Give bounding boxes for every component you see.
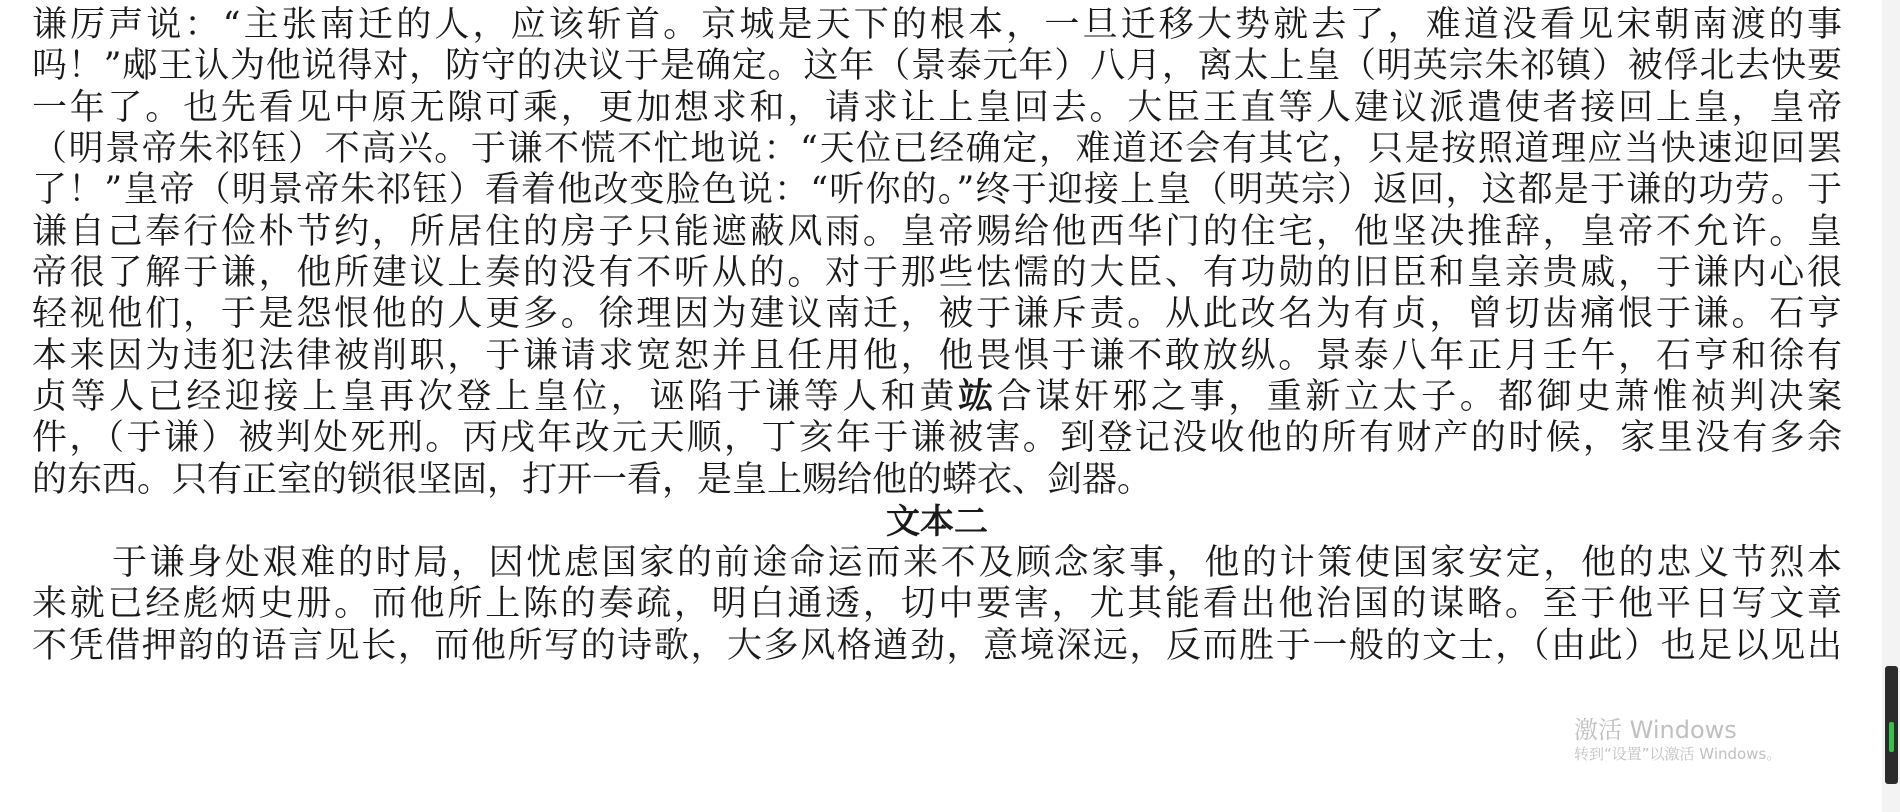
text1-line-12: 的东西。只有正室的锁很坚固，打开一看，是皇上赐给他的蟒衣、剑器。 xyxy=(32,460,1153,500)
text1-line-4: （明景帝朱祁钰）不高兴。于谦不慌不忙地说：“天位已经确定，难道还会有其它，只是按照道理应当快速迎回罢 xyxy=(32,129,1842,169)
text1-line-8: 轻视他们，于是怨恨他的人更多。徐理因为建议南迁，被于谦斥责。从此改名为有贞，曾切齿痛恨于谦。石亨 xyxy=(32,294,1842,334)
text1-line-10-part1: 贞等人已经迎接上皇再次登上皇位，诬陷于谦等人和黄 xyxy=(32,377,959,417)
text1-line-3: 一年了。也先看见中原无隙可乘，更加想求和，请求让上皇回去。大臣王直等人建议派遣使者接回上皇，皇帝 xyxy=(32,88,1842,128)
text1-line-9: 本来因为违犯法律被削职，于谦请求宽恕并且任用他，他畏惧于谦不敢放纵。景泰八年正月壬午，石亨和徐有 xyxy=(32,336,1842,376)
watermark-title: 激活 Windows xyxy=(1574,716,1737,744)
text1-line-11: 件，（于谦）被判处死刑。丙戌年改元天顺，丁亥年于谦被害。到登记没收他的所有财产的时候，家里没有多余 xyxy=(32,418,1842,458)
text1-line-2: 吗！”郕王认为他说得对，防守的决议于是确定。这年（景泰元年）八月，离太上皇（明英宗朱祁镇）被俘北去快要 xyxy=(32,46,1842,86)
text1-line-5: 了！”皇帝（明景帝朱祁钰）看着他改变脸色说：“听你的。”终于迎接上皇（明英宗）返回，这都是于谦的功劳。于 xyxy=(32,170,1842,210)
text1-line-10-bold-char: 竑 xyxy=(958,376,997,417)
text1-line-7: 帝很了解于谦，他所建议上奏的没有不听从的。对于那些怯懦的大臣、有功勋的旧臣和皇亲贵戚，于谦内心很 xyxy=(32,253,1842,293)
scrollbar-indicator-icon xyxy=(1889,722,1894,752)
text1-line-6: 谦自己奉行俭朴节约，所居住的房子只能遮蔽风雨。皇帝赐给他西华门的住宅，他坚决推辞，皇帝不允许。皇 xyxy=(32,212,1842,252)
text2-line-3: 不凭借押韵的语言见长，而他所写的诗歌，大多风格遒劲，意境深远，反而胜于一般的文士，（由此）也足以见出 xyxy=(32,626,1842,666)
section-heading-text2: 文本二 xyxy=(886,502,988,542)
text2-line-2: 来就已经彪炳史册。而他所上陈的奏疏，明白通透，切中要害，尤其能看出他治国的谋略。至于他平日写文章 xyxy=(32,584,1842,624)
watermark-subtitle: 转到“设置”以激活 Windows。 xyxy=(1574,744,1782,763)
text1-line-10-part2: 合谋奸邪之事，重新立太子。都御史萧惟祯判决案 xyxy=(996,377,1842,417)
text2-line-1: 于谦身处艰难的时局，因忧虑国家的前途命运而来不及顾念家事，他的计策使国家安定，他的忠义节烈本 xyxy=(112,543,1842,583)
text1-line-1: 谦厉声说：“主张南迁的人，应该斩首。京城是天下的根本，一旦迁移大势就去了，难道没看见宋朝南渡的事 xyxy=(32,5,1842,45)
document-page xyxy=(32,0,1842,812)
